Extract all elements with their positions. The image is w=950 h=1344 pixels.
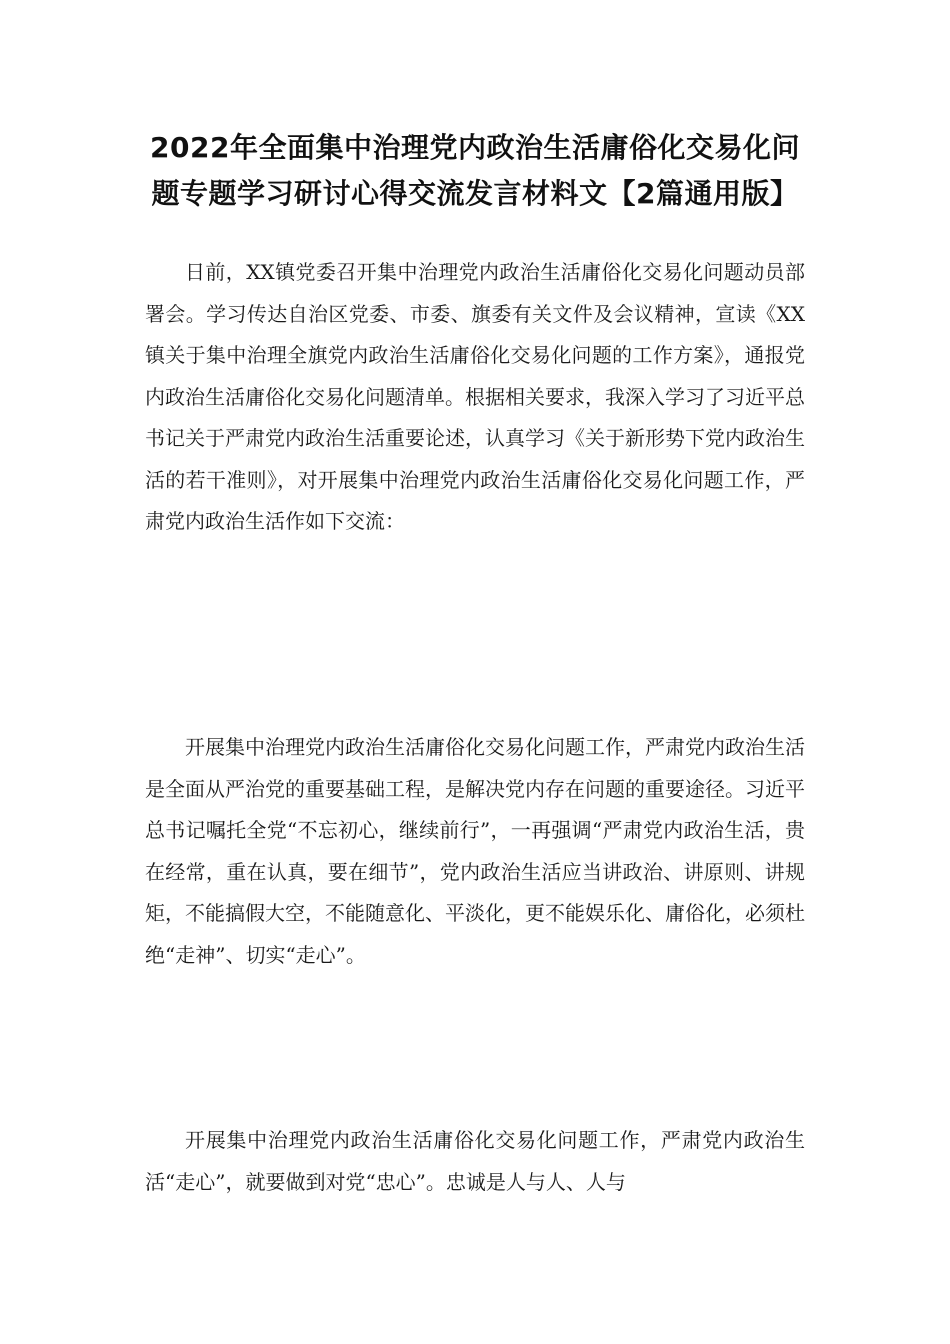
body-paragraph-3: 开展集中治理党内政治生活庸俗化交易化问题工作，严肃党内政治生活“走心”，就要做到对党“忠心”。忠诚是人与人、人与	[145, 1128, 805, 1194]
body-paragraph-1: 日前，XX镇党委召开集中治理党内政治生活庸俗化交易化问题动员部署会。学习传达自治区党委、市委、旗委有关文件及会议精神，宣读《XX镇关于集中治理全旗党内政治生活庸俗化交易化问题的工作方案》，通报党内政治生活庸俗化交易化问题清单。根据相关要求，我深入学习了习近平总书记关于严肃党内政治生活重要论述，认真学习《关于新形势下党内政治生活的若干准则》，对开展集中治理党内政治生活庸俗化交易化问题工作，严肃党内政治生活作如下交流：	[145, 260, 805, 533]
body-paragraph-2: 开展集中治理党内政治生活庸俗化交易化问题工作，严肃党内政治生活是全面从严治党的重要基础工程，是解决党内存在问题的重要途径。习近平总书记嘱托全党“不忘初心，继续前行”，一再强调“严肃党内政治生活，贵在经常，重在认真，要在细节”，党内政治生活应当讲政治、讲原则、讲规矩，不能搞假大空，不能随意化、平淡化，更不能娱乐化、庸俗化，必须杜绝“走神”、切实“走心”。	[145, 735, 805, 967]
document-title: 2022年全面集中治理党内政治生活庸俗化交易化问题专题学习研讨心得交流发言材料文【2篇通用版】	[150, 131, 800, 210]
